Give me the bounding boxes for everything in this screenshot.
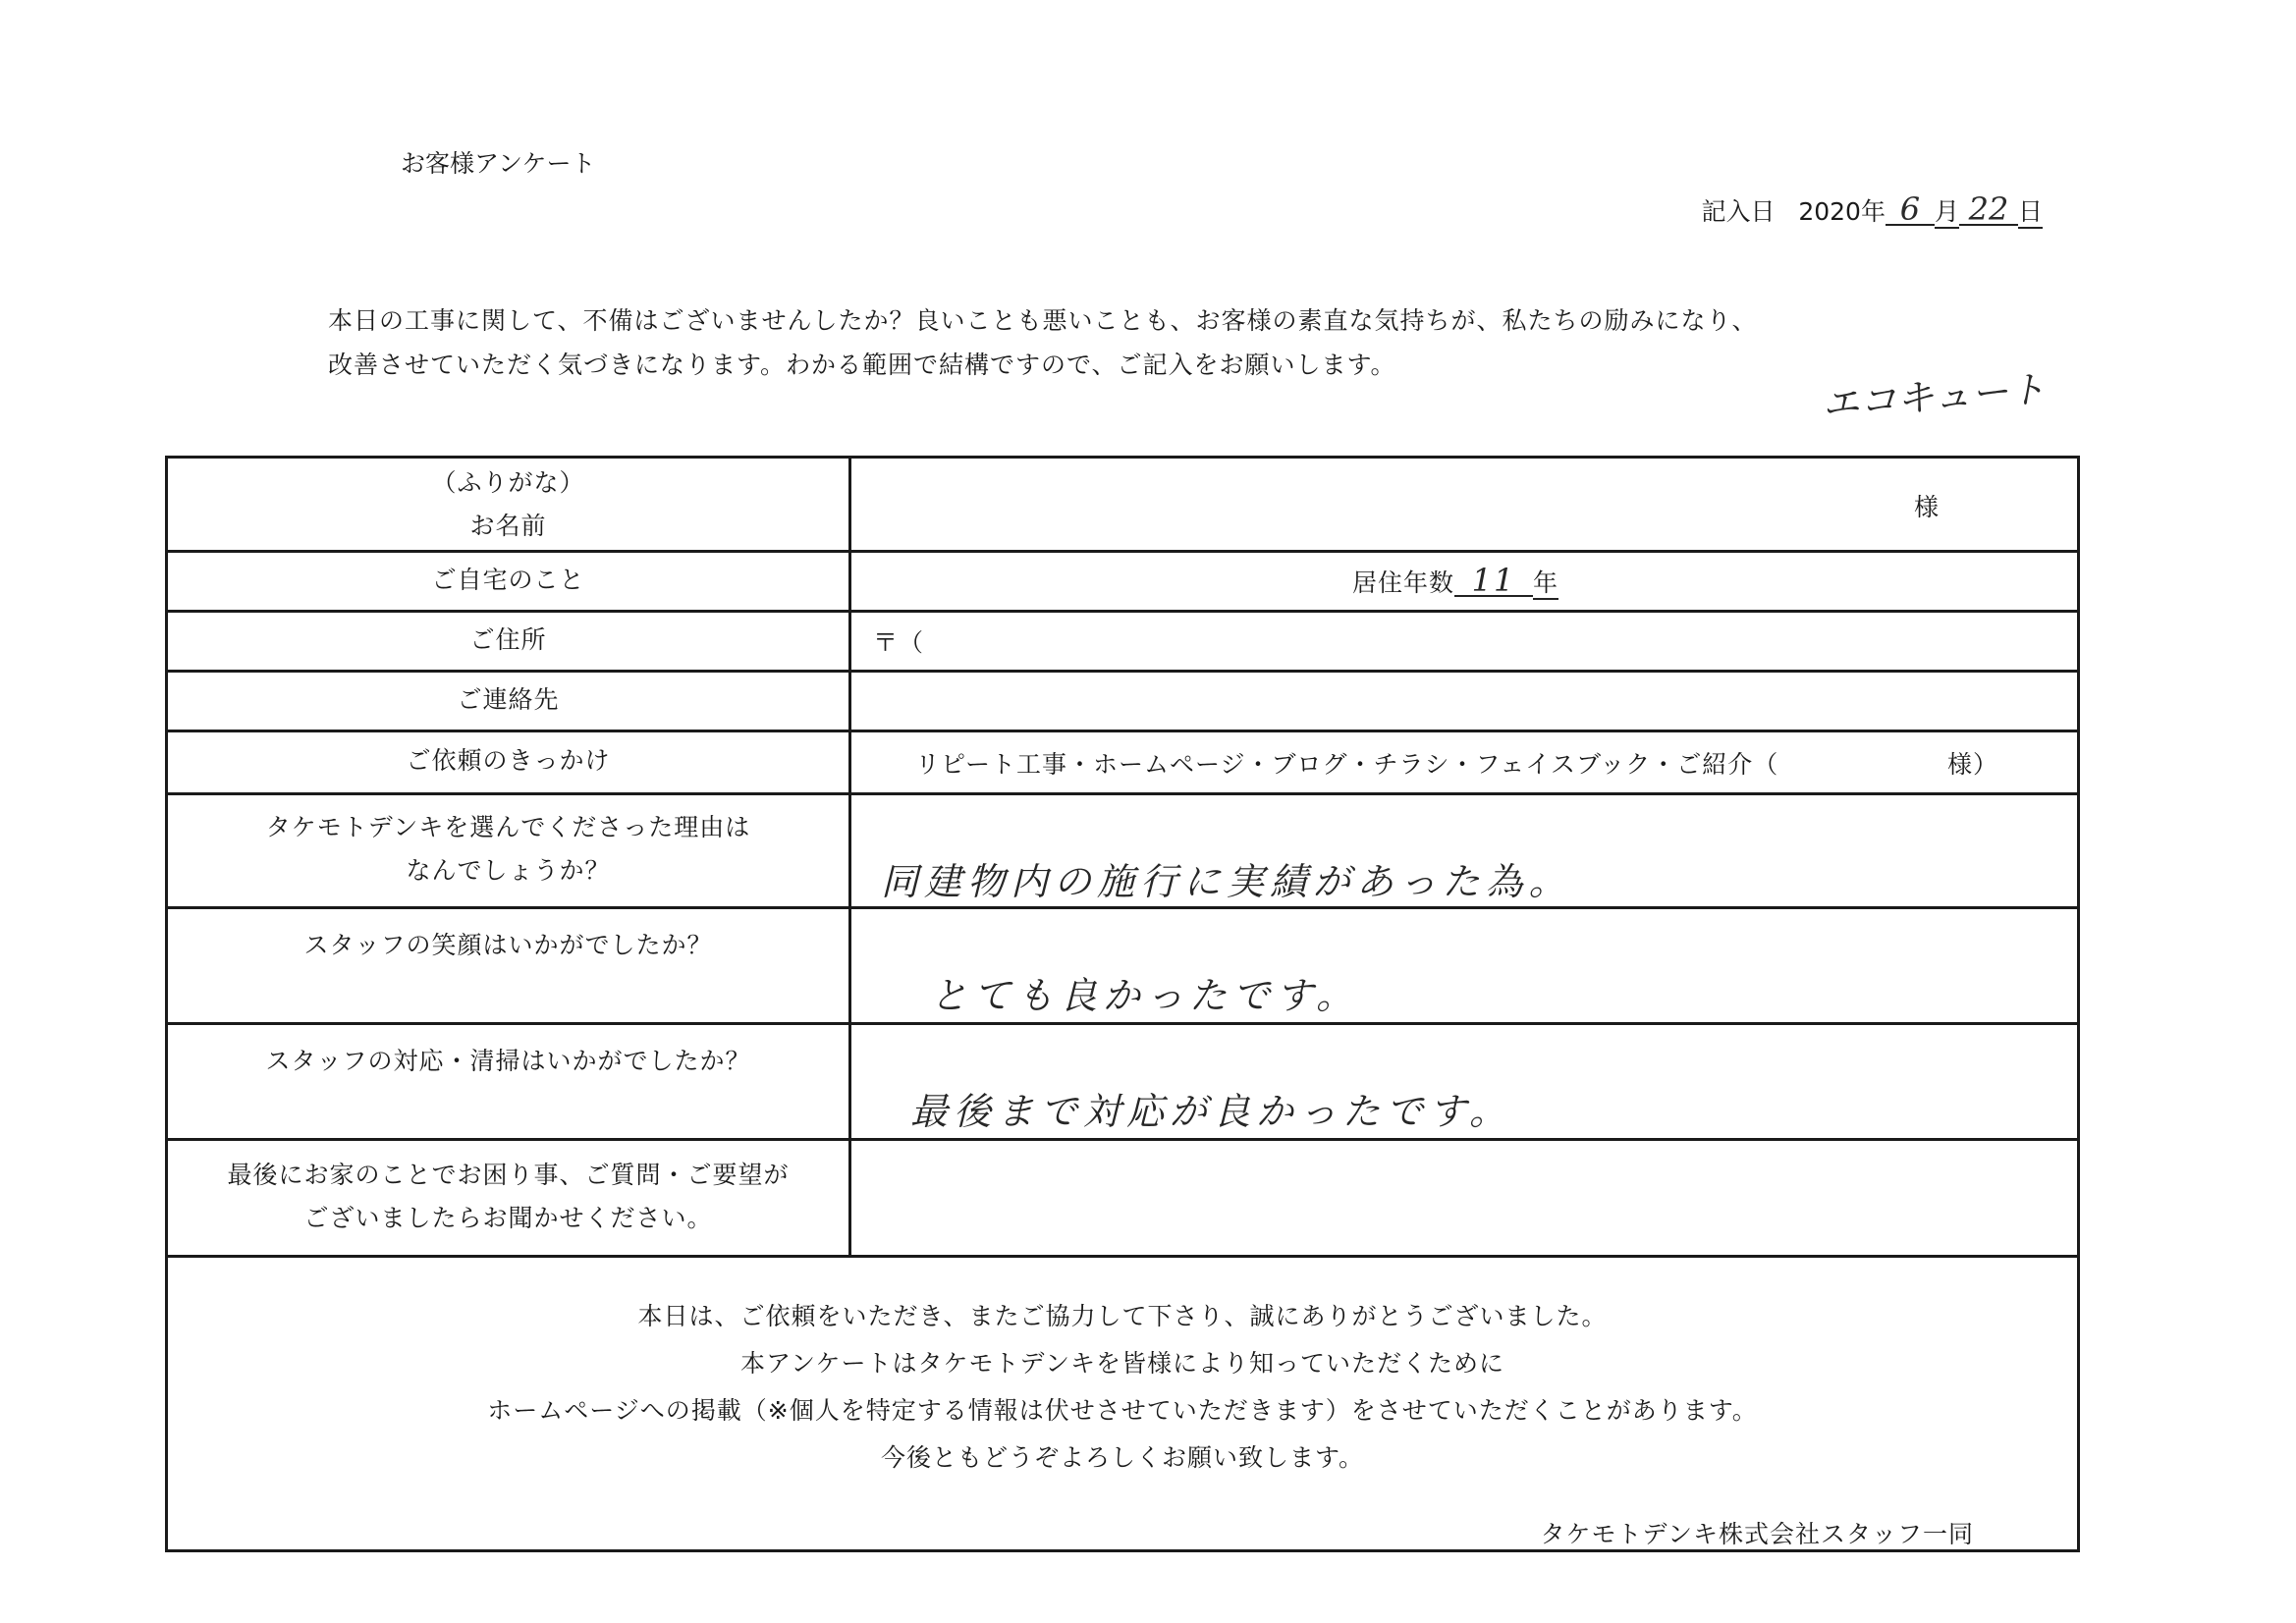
closing-line-3: ホームページへの掲載（※個人を特定する情報は伏せさせていただきます）をさせていただくことがあります。 <box>487 1396 1758 1425</box>
reason-label <box>168 792 848 906</box>
smile-label <box>168 906 848 1022</box>
service-answer-handwritten: 最後まで対応が良かったです。 <box>910 1090 1512 1133</box>
handwritten-product-tag: エコキュート <box>1820 367 2048 426</box>
reason-label-line1: タケモトデンキを選んでくださった理由は <box>265 813 751 841</box>
row-divider <box>168 1255 2077 1258</box>
home-field[interactable] <box>851 550 2077 610</box>
date-month-suffix: 月 <box>1935 197 1959 229</box>
closing-line-2: 本アンケートはタケモトデンキを皆様により知っていただくために <box>739 1349 1504 1378</box>
service-label-text: スタッフの対応・清掃はいかがでしたか？ <box>265 1047 751 1075</box>
years-value-handwritten: 11 <box>1454 566 1533 597</box>
address-label-text: ご住所 <box>469 624 547 654</box>
home-label <box>168 550 848 610</box>
years-label: 居住年数 <box>1352 568 1455 597</box>
requests-answer-field[interactable] <box>851 1138 2077 1255</box>
date-year: 2020年 <box>1798 197 1886 226</box>
smile-label-text: スタッフの笑顔はいかがでしたか？ <box>303 931 713 959</box>
date-month-handwritten: 6 <box>1886 194 1935 226</box>
trigger-field[interactable] <box>851 730 2077 792</box>
entry-date <box>1701 192 2043 229</box>
address-field[interactable] <box>851 610 2077 670</box>
smile-answer-field[interactable] <box>851 906 2077 1022</box>
reason-label-line2: なんでしょうか？ <box>406 856 611 885</box>
trigger-label-text: ご依頼のきっかけ <box>406 746 611 775</box>
closing-message <box>168 1293 2077 1548</box>
service-answer-field[interactable] <box>851 1022 2077 1138</box>
date-day-handwritten: 22 <box>1959 194 2018 226</box>
closing-line-1: 本日は、ご依頼をいただき、またご協力して下さり、誠にありがとうございました。 <box>637 1302 1608 1330</box>
closing-line-4: 今後ともどうぞよろしくお願い致します。 <box>880 1443 1364 1472</box>
name-label-text: お名前 <box>469 511 547 540</box>
postal-prefix: 〒（ <box>873 628 925 657</box>
reason-answer-field[interactable] <box>851 792 2077 906</box>
trigger-options: リピート工事・ホームページ・ブログ・チラシ・フェイスブック・ご紹介（ <box>915 750 1779 779</box>
smile-answer-handwritten: とても良かったです。 <box>930 974 1359 1017</box>
trigger-suffix: 様） <box>1946 750 1998 779</box>
years-unit: 年 <box>1533 568 1558 600</box>
contact-label-text: ご連絡先 <box>457 684 560 714</box>
name-label <box>168 459 848 550</box>
home-label-text: ご自宅のこと <box>431 565 585 594</box>
page-title: お客様アンケート <box>401 149 596 178</box>
survey-form <box>165 456 2080 1552</box>
company-signature: タケモトデンキ株式会社スタッフ一同 <box>1540 1520 1974 1548</box>
contact-label <box>168 670 848 730</box>
reason-answer-handwritten: 同建物内の施行に実績があった為。 <box>881 860 1572 903</box>
requests-label-line2: ございましたらお聞かせください。 <box>303 1203 713 1232</box>
trigger-label <box>168 730 848 792</box>
name-field[interactable] <box>851 459 2077 550</box>
service-label <box>168 1022 848 1138</box>
requests-label-line1: 最後にお家のことでお困り事、ご質問・ご要望が <box>227 1160 790 1189</box>
name-honorific: 様 <box>1913 493 1940 521</box>
intro-line-2: 改善させていただく気づきになります。わかる範囲で結構ですので、ご記入をお願いします。 <box>328 351 1396 379</box>
furigana-label: （ふりがな） <box>431 467 585 497</box>
intro-line-1: 本日の工事に関して、不備はございませんしたか？良いことも悪いことも、お客様の素直な気持ちが、私たちの励みになり、 <box>328 306 1758 335</box>
contact-field[interactable] <box>851 670 2077 730</box>
date-day-suffix: 日 <box>2018 197 2043 229</box>
address-label <box>168 610 848 670</box>
requests-label <box>168 1138 848 1255</box>
date-label: 記入日 <box>1701 197 1776 226</box>
